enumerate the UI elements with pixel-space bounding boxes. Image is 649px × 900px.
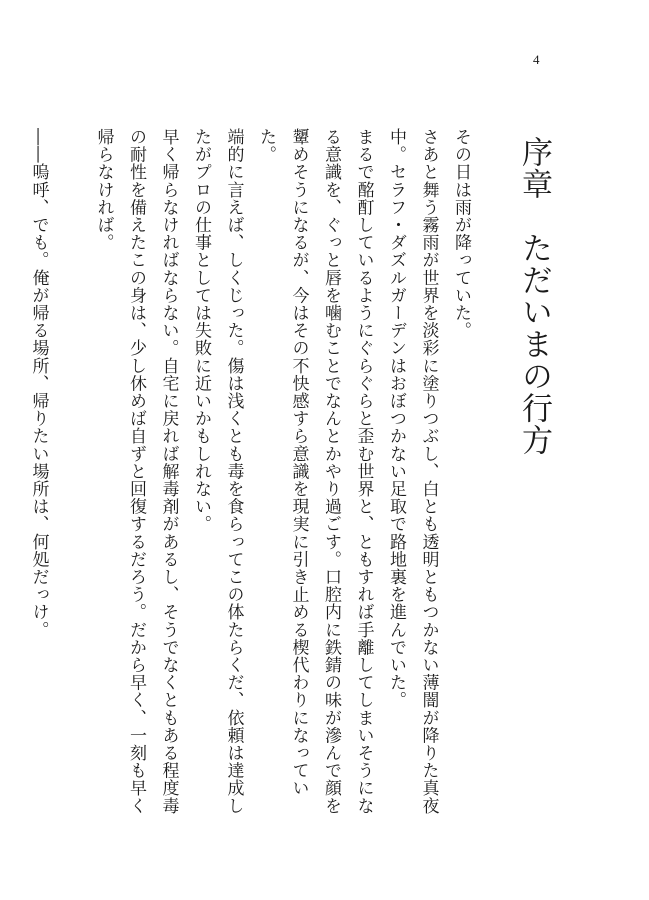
paragraph: ――嗚呼、でも。俺が帰る場所、帰りたい場所は、何処だっけ。 (28, 128, 49, 639)
page-number: 4 (533, 52, 540, 67)
paragraph: その日は雨が降っていた。 (451, 128, 471, 340)
blank-line (55, 128, 88, 828)
chapter-title: 序章 ただいまの行方 (516, 136, 552, 456)
paragraph: さあと舞う霧雨が世界を淡彩に塗りつぶし、白とも透明ともつかない薄闇が降りた真夜中。セラフ・ダズルガーデンはおぼつかない足取で路地裏を進んでいた。 (386, 128, 439, 815)
paragraph: 早く帰らなければならない。自宅に戻れば解毒剤があるし、そうでなくともある程度毒の耐性を備えたこの身は、少し休めば自ずと回復するだろう。だから早く、一刻も早く帰らなければ。 (93, 128, 179, 815)
body-text (22, 128, 477, 828)
paragraph: まるで酩酊しているようにぐらぐらと歪む世界と、ともすれば手離してしまいそうになる意識を、ぐっと唇を噛むことでなんとかやり過ごす。口腔内に鉄錆の味が滲んで顔を顰めそうになるが、今はその不快感すら意識を現実に引き止める楔代わりになっていた。 (256, 128, 374, 815)
paragraph: 端的に言えば、しくじった。傷は浅くとも毒を食らってこの体たらくだ、依頼は達成したがプロの仕事としては失敗に近いかもしれない。 (191, 128, 244, 815)
